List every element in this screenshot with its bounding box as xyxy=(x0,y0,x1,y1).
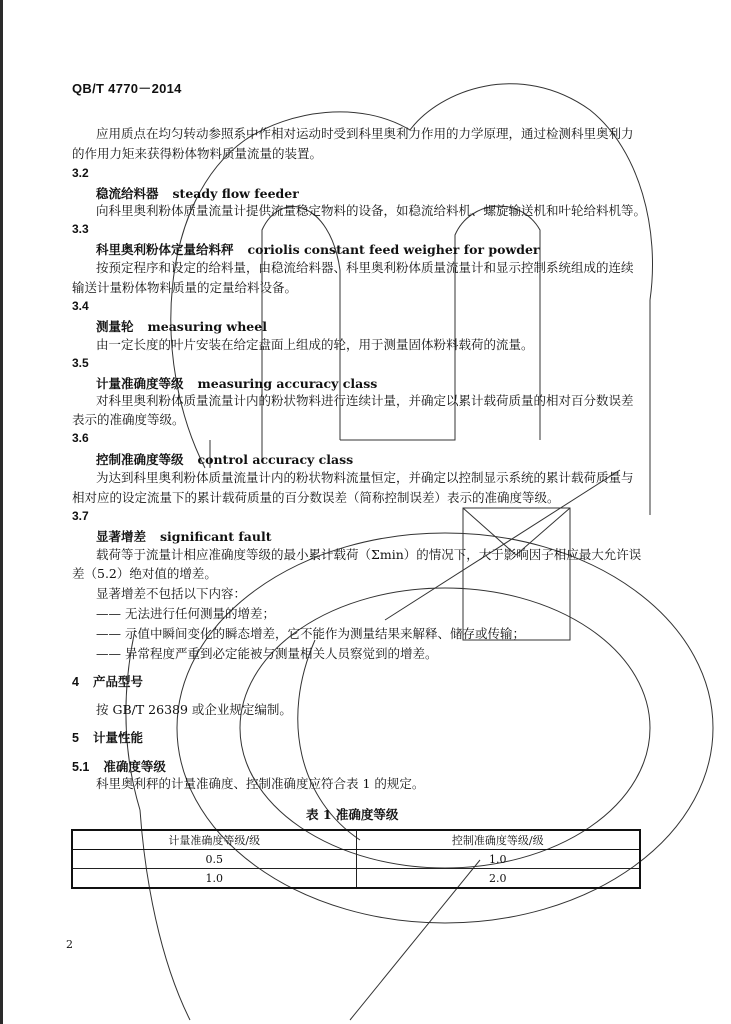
table-cell: 2.0 xyxy=(356,869,640,889)
term-definition: 对科里奥利粉体质量流量计内的粉状物料进行连续计量，并确定以累计载荷质量的相对百分数误差 xyxy=(96,393,634,408)
column-header: 控制准确度等级/级 xyxy=(356,830,640,850)
term-number: 3.4 xyxy=(72,299,89,313)
section-number: 5.1 xyxy=(72,760,90,774)
term-definition: 表示的准确度等级。 xyxy=(72,412,185,427)
exclusions-lead: 显著增差不包括以下内容： xyxy=(96,586,247,601)
exclusion-item: —— 示值中瞬间变化的瞬态增差，它不能作为测量结果来解释、储存或传输； xyxy=(96,626,525,641)
term-definition: 为达到科里奥利粉体质量流量计内的粉状物料流量恒定，并确定以控制显示系统的累计载荷质量与 xyxy=(96,470,634,485)
term-cn: 显著增差 xyxy=(96,529,147,544)
term-number: 3.3 xyxy=(72,222,89,236)
term-title xyxy=(96,450,353,468)
section-title: 准确度等级 xyxy=(103,760,166,774)
term-cn: 科里奥利粉体定量给料秤 xyxy=(96,242,234,257)
term-en: coriolis constant feed weigher for powder xyxy=(247,242,540,257)
term-number: 3.2 xyxy=(72,166,89,180)
term-definition: 相对应的设定流量下的累计载荷质量的百分数误差（简称控制误差）表示的准确度等级。 xyxy=(72,490,560,505)
intro-line-1: 应用质点在均匀转动参照系中作相对运动时受到科里奥利力作用的力学原理，通过检测科里奥利力 xyxy=(96,126,634,141)
term-title xyxy=(96,240,540,258)
table-cell: 1.0 xyxy=(356,850,640,869)
term-cn: 控制准确度等级 xyxy=(96,452,184,467)
term-en: measuring wheel xyxy=(147,319,267,334)
term-definition: 向科里奥利粉体质量流量计提供流量稳定物料的设备，如稳流给料机、螺旋输送机和叶轮给料机等。 xyxy=(96,203,647,218)
exclusion-item: —— 异常程度严重到必定能被与测量相关人员察觉到的增差。 xyxy=(96,646,438,661)
table-row xyxy=(72,850,640,869)
term-definition: 输送计量粉体物料质量的定量给料设备。 xyxy=(72,280,298,295)
term-number: 3.6 xyxy=(72,431,89,445)
term-number: 3.7 xyxy=(72,509,89,523)
term-definition: 按预定程序和设定的给料量，由稳流给料器、科里奥利粉体质量流量计和显示控制系统组成的连续 xyxy=(96,260,634,275)
page-number: 2 xyxy=(66,938,73,951)
term-en: significant fault xyxy=(160,529,272,544)
table-header-row xyxy=(72,830,640,850)
table-caption: 表 1 准确度等级 xyxy=(306,807,399,822)
intro-line-2: 的作用力矩来获得粉体物料质量流量的装置。 xyxy=(72,146,323,161)
term-en: measuring accuracy class xyxy=(197,376,378,391)
section-number: 5 xyxy=(72,731,79,745)
term-title xyxy=(96,317,267,335)
section-title: 计量性能 xyxy=(92,731,143,745)
term-definition: 载荷等于流量计相应准确度等级的最小累计载荷（Σmin）的情况下，大于影响因子相应最大允许误 xyxy=(96,547,642,562)
term-title xyxy=(96,527,271,545)
table-cell: 0.5 xyxy=(72,850,356,869)
section-title: 产品型号 xyxy=(92,675,143,689)
column-header: 计量准确度等级/级 xyxy=(72,830,356,850)
term-number: 3.5 xyxy=(72,356,89,370)
term-title xyxy=(96,374,377,392)
term-en: steady flow feeder xyxy=(172,186,299,201)
section-heading xyxy=(72,672,143,690)
exclusion-item: —— 无法进行任何测量的增差； xyxy=(96,606,275,621)
term-en: control accuracy class xyxy=(197,452,354,467)
accuracy-table xyxy=(71,829,641,889)
table-cell: 1.0 xyxy=(72,869,356,889)
term-cn: 测量轮 xyxy=(96,319,134,334)
table-row xyxy=(72,869,640,889)
standard-number: QB/T 4770－2014 xyxy=(72,81,182,96)
section-heading xyxy=(72,757,166,775)
scan-left-edge xyxy=(0,0,3,1024)
term-cn: 稳流给料器 xyxy=(96,186,159,201)
term-title xyxy=(96,184,299,202)
section-heading xyxy=(72,728,143,746)
section-text: 科里奥利秤的计量准确度、控制准确度应符合表 1 的规定。 xyxy=(96,776,425,791)
term-definition: 差（5.2）绝对值的增差。 xyxy=(72,566,217,581)
term-cn: 计量准确度等级 xyxy=(96,376,184,391)
term-definition: 由一定长度的叶片安装在给定盘面上组成的轮，用于测量固体粉料载荷的流量。 xyxy=(96,337,534,352)
section-text: 按 GB/T 26389 或企业规定编制。 xyxy=(96,702,292,717)
section-number: 4 xyxy=(72,675,79,689)
